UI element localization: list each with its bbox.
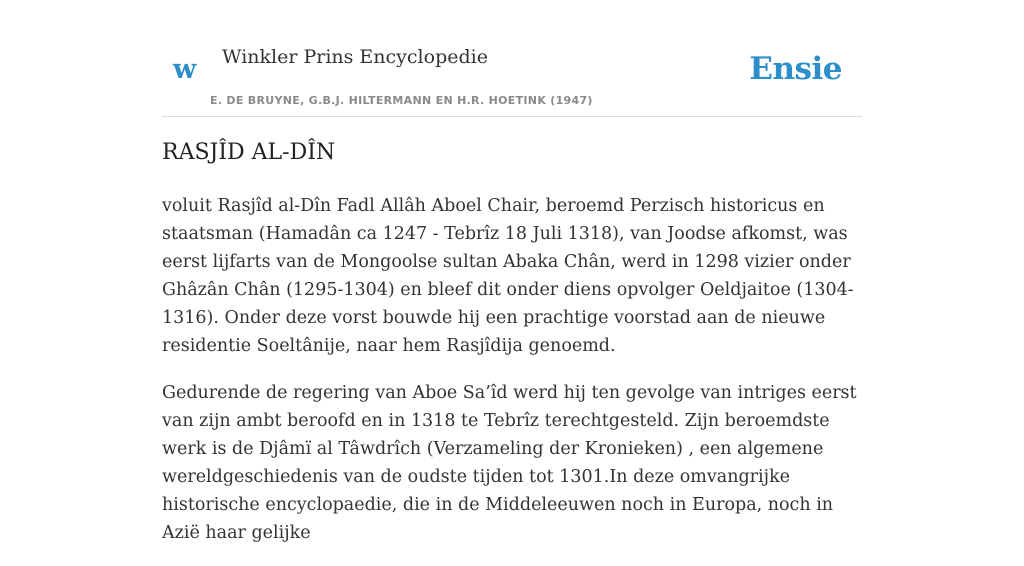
- article-paragraph: voluit Rasjîd al-Dîn Fadl Allâh Aboel Chair, beroemd Perzisch historicus en staatsman (Hamadân ca 1247 - Tebrîz 18 Juli 1318), van Joodse afkomst, was eerst lijfarts van de Mongoolse sultan Abaka Chân, werd in 1298 vizier onder Ghâzân Chân (1295-1304) en bleef dit onder diens opvolger Oeldjaitoe (1304-1316). Onder deze vorst bouwde hij een prachtige voorstad aan de nieuwe residentie Soeltânije, naar hem Rasjîdija genoemd.: [162, 196, 854, 356]
- entry-title: RASJÎD AL-DÎN: [162, 140, 336, 165]
- article-body: [162, 192, 862, 566]
- ensie-logo[interactable]: Ensie: [749, 51, 842, 87]
- logo-w-icon[interactable]: w: [173, 54, 197, 85]
- article-paragraph: Gedurende de regering van Aboe Sa’îd werd hij ten gevolge van intriges eerst van zijn ambt beroofd en in 1318 te Tebrîz terechtgesteld. Zijn beroemdste werk is de Djâmï al Tâwdrîch (Verzameling der Kronieken) , een algemene wereldgeschiedenis van de oudste tijden tot 1301.In deze omvangrijke historische encyclopaedie, die in de Middeleeuwen noch in Europa, noch in Azië haar gelijke: [162, 383, 857, 543]
- publication-authors: E. DE BRUYNE, G.B.J. HILTERMANN EN H.R. HOETINK (1947): [210, 94, 593, 107]
- site-header: [162, 0, 862, 117]
- publication-title[interactable]: Winkler Prins Encyclopedie: [222, 46, 488, 68]
